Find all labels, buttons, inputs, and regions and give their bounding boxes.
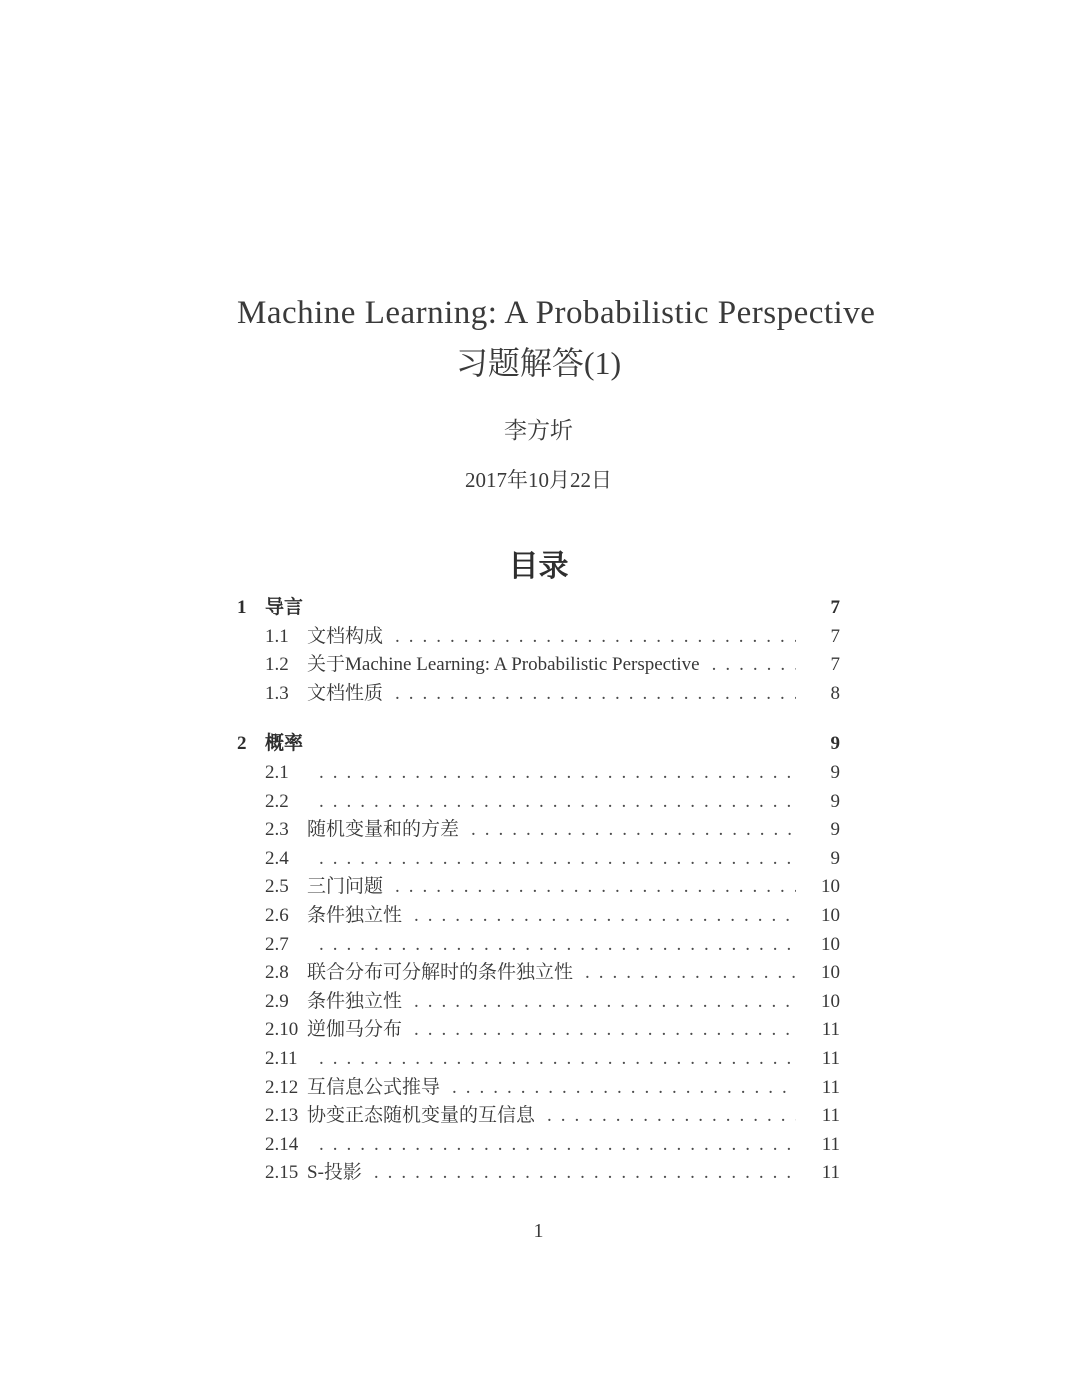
toc-dot-leader [319, 931, 796, 960]
document-title-english: Machine Learning: A Probabilistic Perspective [237, 295, 876, 331]
toc-entry-page: 9 [830, 847, 840, 869]
toc-entry-title: 概率 [265, 733, 304, 755]
toc-dot-leader [414, 902, 796, 931]
toc-entry-number: 1 [237, 597, 247, 618]
toc-entry-title: 三门问题 [307, 876, 384, 898]
toc-entry-number: 2.11 [265, 1047, 298, 1069]
toc-entry-page: 11 [821, 1105, 840, 1127]
toc-entry-page: 9 [830, 733, 840, 755]
toc-item-row [237, 1159, 840, 1188]
toc-entry-title: 文档构成 [307, 625, 384, 647]
toc-item-row [237, 816, 840, 845]
toc-entry-number: 2.5 [265, 876, 289, 898]
toc-dot-leader [319, 759, 796, 788]
toc-entry-number: 2.3 [265, 819, 289, 841]
toc-item-row [237, 623, 840, 652]
toc-section-row [237, 594, 840, 623]
toc-dot-leader [319, 845, 796, 874]
toc-item-row [237, 1131, 840, 1160]
toc-entry-page: 9 [830, 761, 840, 783]
toc-entry-title: 随机变量和的方差 [307, 819, 460, 841]
page-number: 1 [533, 1220, 544, 1242]
toc-entry-number: 2.10 [265, 1019, 299, 1041]
toc-entry-number: 2.14 [265, 1133, 299, 1155]
toc-entry-title: 联合分布可分解时的条件独立性 [307, 962, 574, 984]
toc-item-row [237, 988, 840, 1017]
toc-entry-page: 10 [821, 990, 840, 1012]
toc-entry-page: 11 [821, 1162, 840, 1184]
toc-entry-title: 条件独立性 [307, 904, 403, 926]
toc-item-row [237, 902, 840, 931]
toc-item-row [237, 1102, 840, 1131]
toc-entry-page: 11 [821, 1047, 840, 1069]
toc-entry-title: 导言 [265, 597, 304, 618]
toc-item-row [237, 873, 840, 902]
toc-item-row [237, 1045, 840, 1074]
document-date: 2017年10月22日 [465, 468, 612, 492]
toc-entry-title: 逆伽马分布 [307, 1019, 403, 1041]
toc-entry-page: 7 [830, 654, 840, 676]
toc-entry-page: 7 [830, 597, 840, 618]
toc-item-row [237, 680, 840, 709]
toc-dot-leader [712, 651, 796, 680]
toc-section-group [237, 594, 840, 708]
toc-section-group [237, 730, 840, 1188]
toc-entry-number: 1.2 [265, 654, 289, 676]
toc-entry-page: 11 [821, 1076, 840, 1098]
toc-entry-number: 2.9 [265, 990, 289, 1012]
toc-dot-leader [319, 1045, 796, 1074]
toc-section-row [237, 730, 840, 759]
toc-entry-page: 10 [821, 876, 840, 898]
toc-entry-page: 9 [830, 819, 840, 841]
toc-entry-title: 协变正态随机变量的互信息 [307, 1105, 536, 1127]
toc-dot-leader [414, 1016, 796, 1045]
toc-entry-title: 条件独立性 [307, 990, 403, 1012]
toc-heading: 目录 [508, 550, 569, 583]
toc-entry-page: 8 [830, 682, 840, 704]
toc-entry-number: 2.15 [265, 1162, 299, 1184]
toc-item-row [237, 931, 840, 960]
toc-entry-title: S-投影 [307, 1162, 362, 1184]
toc-dot-leader [585, 959, 796, 988]
toc-entry-title: 文档性质 [307, 682, 384, 704]
toc-entry-number: 2.2 [265, 790, 289, 812]
toc-item-row [237, 759, 840, 788]
toc-item-row [237, 1016, 840, 1045]
toc-entry-number: 2.12 [265, 1076, 299, 1098]
toc-list [237, 594, 840, 1188]
toc-item-row [237, 845, 840, 874]
toc-entry-number: 2.8 [265, 962, 289, 984]
toc-dot-leader [471, 816, 796, 845]
toc-dot-leader [547, 1102, 796, 1131]
toc-entry-number: 2 [237, 733, 247, 755]
toc-item-row [237, 651, 840, 680]
toc-entry-number: 2.7 [265, 933, 289, 955]
toc-dot-leader [319, 1131, 796, 1160]
toc-item-row [237, 959, 840, 988]
toc-entry-page: 10 [821, 933, 840, 955]
document-title-chinese: 习题解答(1) [455, 345, 622, 381]
toc-dot-leader [395, 623, 796, 652]
toc-entry-page: 11 [821, 1019, 840, 1041]
toc-item-row [237, 788, 840, 817]
toc-entry-title: 互信息公式推导 [307, 1076, 441, 1098]
toc-entry-title: 关于Machine Learning: A Probabilistic Perspective [307, 654, 700, 676]
toc-entry-page: 9 [830, 790, 840, 812]
toc-dot-leader [395, 680, 796, 709]
toc-entry-number: 2.1 [265, 761, 289, 783]
author-name: 李方圻 [504, 418, 573, 443]
toc-dot-leader [452, 1074, 796, 1103]
toc-dot-leader [395, 873, 796, 902]
toc-entry-number: 2.4 [265, 847, 289, 869]
toc-entry-number: 1.3 [265, 682, 289, 704]
toc-entry-number: 1.1 [265, 625, 289, 647]
toc-entry-number: 2.6 [265, 904, 289, 926]
toc-entry-number: 2.13 [265, 1105, 299, 1127]
toc-dot-leader [414, 988, 796, 1017]
toc-entry-page: 11 [821, 1133, 840, 1155]
toc-entry-page: 7 [830, 625, 840, 647]
toc-entry-page: 10 [821, 904, 840, 926]
toc-entry-page: 10 [821, 962, 840, 984]
toc-dot-leader [374, 1159, 796, 1188]
toc-item-row [237, 1074, 840, 1103]
toc-dot-leader [319, 788, 796, 817]
